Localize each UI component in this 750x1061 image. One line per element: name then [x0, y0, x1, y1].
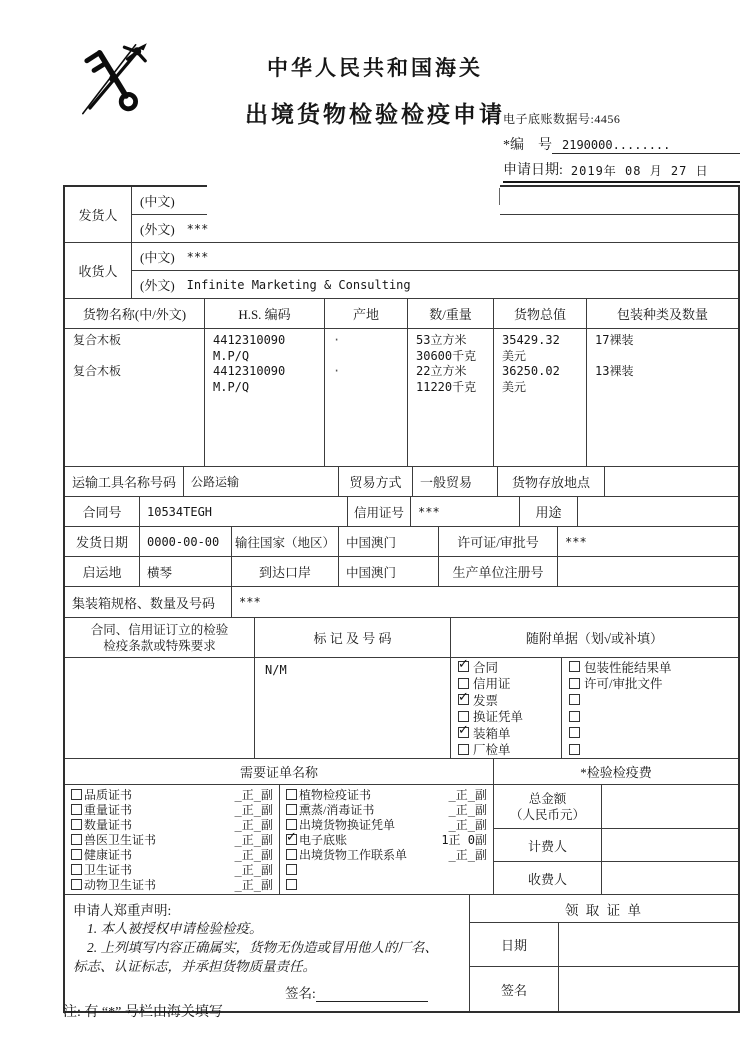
storage-label: 货物存放地点 — [497, 467, 604, 496]
pickup-area — [469, 895, 738, 1011]
cert-item — [71, 877, 275, 892]
packing: 17裸装 — [595, 333, 634, 347]
container-value: *** — [231, 587, 738, 617]
cert-label: 电子底账 — [299, 833, 348, 847]
attached-docs-col2 — [561, 658, 738, 758]
fee-area — [493, 785, 738, 894]
producer-reg-label: 生产单位注册号 — [438, 557, 557, 586]
cert-copies: _正_副 — [234, 862, 273, 877]
consignee-foreign-row — [132, 270, 738, 298]
serial-number-label: *编 号 — [503, 138, 552, 153]
declaration-sign-label: 签名: — [285, 986, 316, 1001]
trade-mode-value: 一般贸易 — [412, 467, 497, 496]
attached-doc-item — [458, 659, 561, 675]
hs-code-column — [204, 329, 324, 466]
cert-copies: _正_副 — [448, 788, 487, 803]
license-label: 许可证/审批号 — [438, 527, 557, 556]
attached-doc-item — [458, 741, 561, 757]
goods-name: 复合木板 — [73, 364, 122, 378]
container-row — [65, 586, 738, 617]
checkbox-blank-icon — [286, 864, 297, 875]
declaration-text-cell — [65, 895, 469, 1011]
attached-doc-label: 换证凭单 — [473, 710, 524, 725]
checkbox-packing-list-icon — [458, 727, 469, 738]
cert-label: 卫生证书 — [84, 862, 133, 877]
cert-label: 出境货物换证凭单 — [299, 818, 396, 833]
attached-doc-label: 合同 — [473, 660, 499, 675]
attached-doc-item — [458, 725, 561, 741]
chinese-label: (中文) — [140, 250, 175, 265]
consignor-block — [65, 187, 738, 242]
vehicle-label: 运输工具名称号码 — [72, 475, 177, 490]
hs-code-header: H.S. 编码 — [204, 299, 324, 328]
checkbox-plant-cert-icon — [286, 789, 297, 800]
cert-item — [71, 802, 275, 817]
attached-doc-item — [458, 708, 561, 724]
currency: 美元 — [502, 379, 527, 394]
packing-header: 包装种类及数量 — [586, 299, 738, 328]
chinese-label: (中文) — [140, 194, 175, 209]
ship-date-label: 发货日期 — [75, 535, 128, 550]
pickup-date-label: 日期 — [500, 938, 527, 953]
attached-doc-label: 厂检单 — [473, 743, 511, 758]
cert-copies: _正_副 — [448, 847, 487, 862]
checkbox-exchange-voucher-icon — [286, 819, 297, 830]
attached-docs-col1 — [451, 658, 561, 758]
docs-body-row — [65, 657, 738, 758]
attached-doc-item — [569, 708, 738, 724]
weight: 30600千克 — [416, 348, 477, 363]
checkbox-health-cert-icon — [71, 849, 82, 860]
contract-value: 10534TEGH — [139, 497, 347, 526]
checkbox-quality-cert-icon — [71, 789, 82, 800]
checkbox-vet-cert-icon — [71, 834, 82, 845]
origin-value: · — [333, 364, 341, 378]
cert-item — [286, 817, 489, 832]
apply-date-label: 申请日期: — [503, 163, 563, 178]
docs-header-row — [65, 617, 738, 657]
goods-table-body — [65, 328, 738, 466]
checkbox-animal-cert-icon — [71, 879, 82, 890]
redaction-box — [207, 184, 500, 221]
packing: 13裸装 — [595, 364, 634, 378]
checkbox-invoice-icon — [458, 694, 469, 705]
total-value-header: 货物总值 — [493, 299, 586, 328]
consignee-label: 收货人 — [65, 243, 132, 298]
quantity: 53立方米 — [416, 333, 467, 347]
hs-code: 4412310090 — [213, 364, 286, 378]
ship-date-row — [65, 526, 738, 556]
goods-name-header: 货物名称(中/外文) — [82, 307, 187, 322]
cert-copies: _正_副 — [234, 877, 273, 892]
checkbox-blank-icon — [569, 694, 580, 705]
cert-item — [71, 787, 275, 802]
quantity: 22立方米 — [416, 364, 467, 378]
clause-header — [65, 618, 254, 657]
cert-item — [286, 877, 489, 892]
checkbox-fumigation-cert-icon — [286, 804, 297, 815]
cert-copies: _正_副 — [234, 847, 273, 862]
fee-total-value — [601, 785, 738, 829]
cert-copies: _正_副 — [234, 803, 273, 818]
apply-date-value: 2019年 08 月 27 日 — [570, 164, 709, 178]
checkbox-blank-icon — [569, 727, 580, 738]
consignee-foreign-value: Infinite Marketing & Consulting — [186, 277, 411, 292]
consignor-label: 发货人 — [65, 187, 132, 242]
attached-doc-item — [569, 725, 738, 741]
attached-doc-label: 装箱单 — [473, 726, 511, 741]
attached-doc-item — [569, 741, 738, 757]
checkbox-blank-icon — [569, 711, 580, 722]
cert-item — [286, 862, 489, 877]
goods-table-header — [65, 298, 738, 328]
pickup-header: 领 取 证 单 — [470, 895, 738, 923]
attached-doc-item — [569, 659, 738, 675]
attached-doc-item — [569, 675, 738, 691]
certs-col1 — [65, 785, 279, 894]
checkbox-eledger-icon — [286, 834, 297, 845]
checkbox-blank-icon — [569, 744, 580, 755]
serial-number-value: 2190000........ — [552, 138, 740, 154]
application-form-table — [63, 185, 740, 1013]
quantity-weight-header: 数/重量 — [407, 299, 493, 328]
contract-row — [65, 496, 738, 526]
declaration-line1: 1. 本人被授权申请检验检疫。 — [87, 921, 263, 936]
checkbox-license-doc-icon — [569, 678, 580, 689]
checkbox-blank-icon — [286, 879, 297, 890]
clause-header-line2: 检疫条款或特殊要求 — [103, 638, 216, 653]
declaration-line3: 标志、认证标志，并承担货物质量责任。 — [73, 959, 316, 974]
cert-label: 兽医卫生证书 — [84, 833, 157, 847]
certs-header: 需要证单名称 — [239, 765, 318, 780]
fee-calculator-value — [601, 829, 738, 862]
cert-label: 熏蒸/消毒证书 — [299, 803, 375, 818]
cert-copies: _正_副 — [234, 788, 273, 803]
currency: 美元 — [502, 348, 527, 363]
marks-value: N/M — [254, 658, 450, 758]
fee-collector-value — [601, 862, 738, 894]
cert-label: 植物检疫证书 — [299, 788, 372, 803]
hs-suffix: M.P/Q — [213, 348, 250, 363]
departure-label: 启运地 — [82, 565, 122, 580]
consignor-foreign-value: *** — [186, 221, 209, 236]
certs-col2 — [279, 785, 493, 894]
cert-label: 数量证书 — [84, 818, 133, 833]
checkbox-sanitary-cert-icon — [71, 864, 82, 875]
pickup-date-row — [470, 923, 738, 967]
consignee-chinese-value: *** — [186, 249, 209, 264]
fee-collector-label: 收费人 — [527, 871, 567, 887]
fee-calculator-label: 计费人 — [494, 829, 601, 862]
dest-country-value: 中国澳门 — [338, 527, 438, 556]
vehicle-value: 公路运输 — [183, 467, 338, 496]
quantity-weight-column — [407, 329, 493, 466]
checkbox-quantity-cert-icon — [71, 819, 82, 830]
foreign-label: (外文) — [140, 278, 175, 293]
ship-date-value: 0000-00-00 — [139, 527, 231, 556]
footnote: 注: 有 “*” 号栏由海关填写 — [63, 1005, 223, 1020]
attached-doc-item — [569, 692, 738, 708]
hs-code: 4412310090 — [213, 333, 286, 347]
clause-value — [65, 658, 254, 758]
departure-value: 横琴 — [139, 557, 231, 586]
eledger-number: 电子底账数据号:4456 — [503, 112, 621, 126]
storage-value — [604, 467, 738, 496]
apply-date-row — [503, 159, 740, 183]
attached-docs-header: 随附单据（划√或补填） — [450, 618, 738, 657]
cert-item — [286, 832, 489, 847]
pickup-sign-label: 签名 — [500, 982, 527, 998]
departure-row — [65, 556, 738, 586]
license-value: *** — [557, 527, 738, 556]
cert-item — [286, 787, 489, 802]
declaration-title: 申请人郑重声明: — [73, 903, 172, 918]
attached-doc-label: 发票 — [473, 693, 499, 708]
origin-column — [324, 329, 407, 466]
total-value: 35429.32 — [502, 333, 560, 347]
cert-copies: _正_副 — [448, 803, 487, 818]
checkbox-work-contact-icon — [286, 849, 297, 860]
credit-label: 信用证号 — [347, 497, 410, 526]
attached-docs-area — [450, 658, 738, 758]
transport-row — [65, 466, 738, 496]
cert-item — [71, 847, 275, 862]
total-value: 36250.02 — [502, 364, 560, 378]
cert-copies: 1正 0副 — [441, 833, 487, 847]
form-title: 出境货物检验检疫申请 — [245, 102, 505, 127]
serial-number-row — [503, 134, 740, 154]
pickup-sign-row — [470, 967, 738, 1011]
weight: 11220千克 — [416, 379, 477, 394]
header-info-block — [503, 110, 740, 183]
checkbox-weight-cert-icon — [71, 804, 82, 815]
usage-label: 用途 — [519, 497, 577, 526]
usage-value — [577, 497, 738, 526]
cert-copies: _正_副 — [448, 818, 487, 833]
cert-copies: _正_副 — [234, 833, 273, 847]
pickup-sign-value — [558, 967, 738, 1011]
cert-label: 动物卫生证书 — [84, 877, 157, 892]
cert-label: 健康证书 — [84, 847, 133, 862]
cert-label: 出境货物工作联系单 — [299, 847, 408, 862]
declaration-row — [65, 894, 738, 1011]
cert-item — [71, 832, 275, 847]
contract-label: 合同号 — [82, 505, 122, 520]
hs-suffix: M.P/Q — [213, 379, 250, 394]
packing-column — [586, 329, 738, 466]
fee-total-label: 总金额 （人民币元） — [494, 785, 601, 829]
authority-title: 中华人民共和国海关 — [267, 56, 483, 80]
dest-country-label: 输往国家（地区） — [231, 527, 338, 556]
certs-body-row — [65, 784, 738, 894]
attached-doc-label: 许可/审批文件 — [584, 677, 663, 692]
foreign-label: (外文) — [140, 222, 175, 237]
arrival-port-label: 到达口岸 — [231, 557, 338, 586]
cert-item — [71, 862, 275, 877]
clause-header-line1: 合同、信用证订立的检验 — [90, 622, 229, 637]
cert-label: 品质证书 — [84, 788, 133, 803]
declaration-sign-row — [73, 982, 461, 1002]
total-value-column — [493, 329, 586, 466]
checkbox-contract-icon — [458, 661, 469, 672]
checkbox-voucher-icon — [458, 711, 469, 722]
attached-doc-label: 包装性能结果单 — [584, 660, 672, 675]
signature-line — [316, 988, 428, 1002]
certs-header-row — [65, 758, 738, 784]
cert-item — [286, 847, 489, 862]
fee-header: *检验检疫费 — [493, 759, 738, 784]
cert-label: 重量证书 — [84, 803, 133, 818]
checkbox-packing-result-icon — [569, 661, 580, 672]
trade-mode-label: 贸易方式 — [338, 467, 412, 496]
attached-doc-item — [458, 692, 561, 708]
checkbox-credit-icon — [458, 678, 469, 689]
consignee-block — [65, 242, 738, 298]
container-label: 集装箱规格、数量及号码 — [72, 595, 216, 611]
arrival-port-value: 中国澳门 — [338, 557, 438, 586]
goods-name-column — [65, 329, 204, 466]
attached-doc-label: 信用证 — [473, 677, 511, 692]
origin-value: · — [333, 333, 341, 347]
producer-reg-value — [557, 557, 738, 586]
goods-name: 复合木板 — [73, 333, 122, 347]
cert-item — [286, 802, 489, 817]
cert-copies: _正_副 — [234, 818, 273, 833]
origin-header: 产地 — [324, 299, 407, 328]
credit-value: *** — [410, 497, 519, 526]
pickup-date-value — [558, 923, 738, 966]
declaration-line2: 2. 上列填写内容正确属实，货物无伪造或冒用他人的厂名、 — [87, 940, 438, 955]
consignee-chinese-row — [132, 243, 738, 270]
cert-item — [71, 817, 275, 832]
checkbox-factory-check-icon — [458, 744, 469, 755]
marks-header: 标 记 及 号 码 — [254, 618, 450, 657]
attached-doc-item — [458, 675, 561, 691]
